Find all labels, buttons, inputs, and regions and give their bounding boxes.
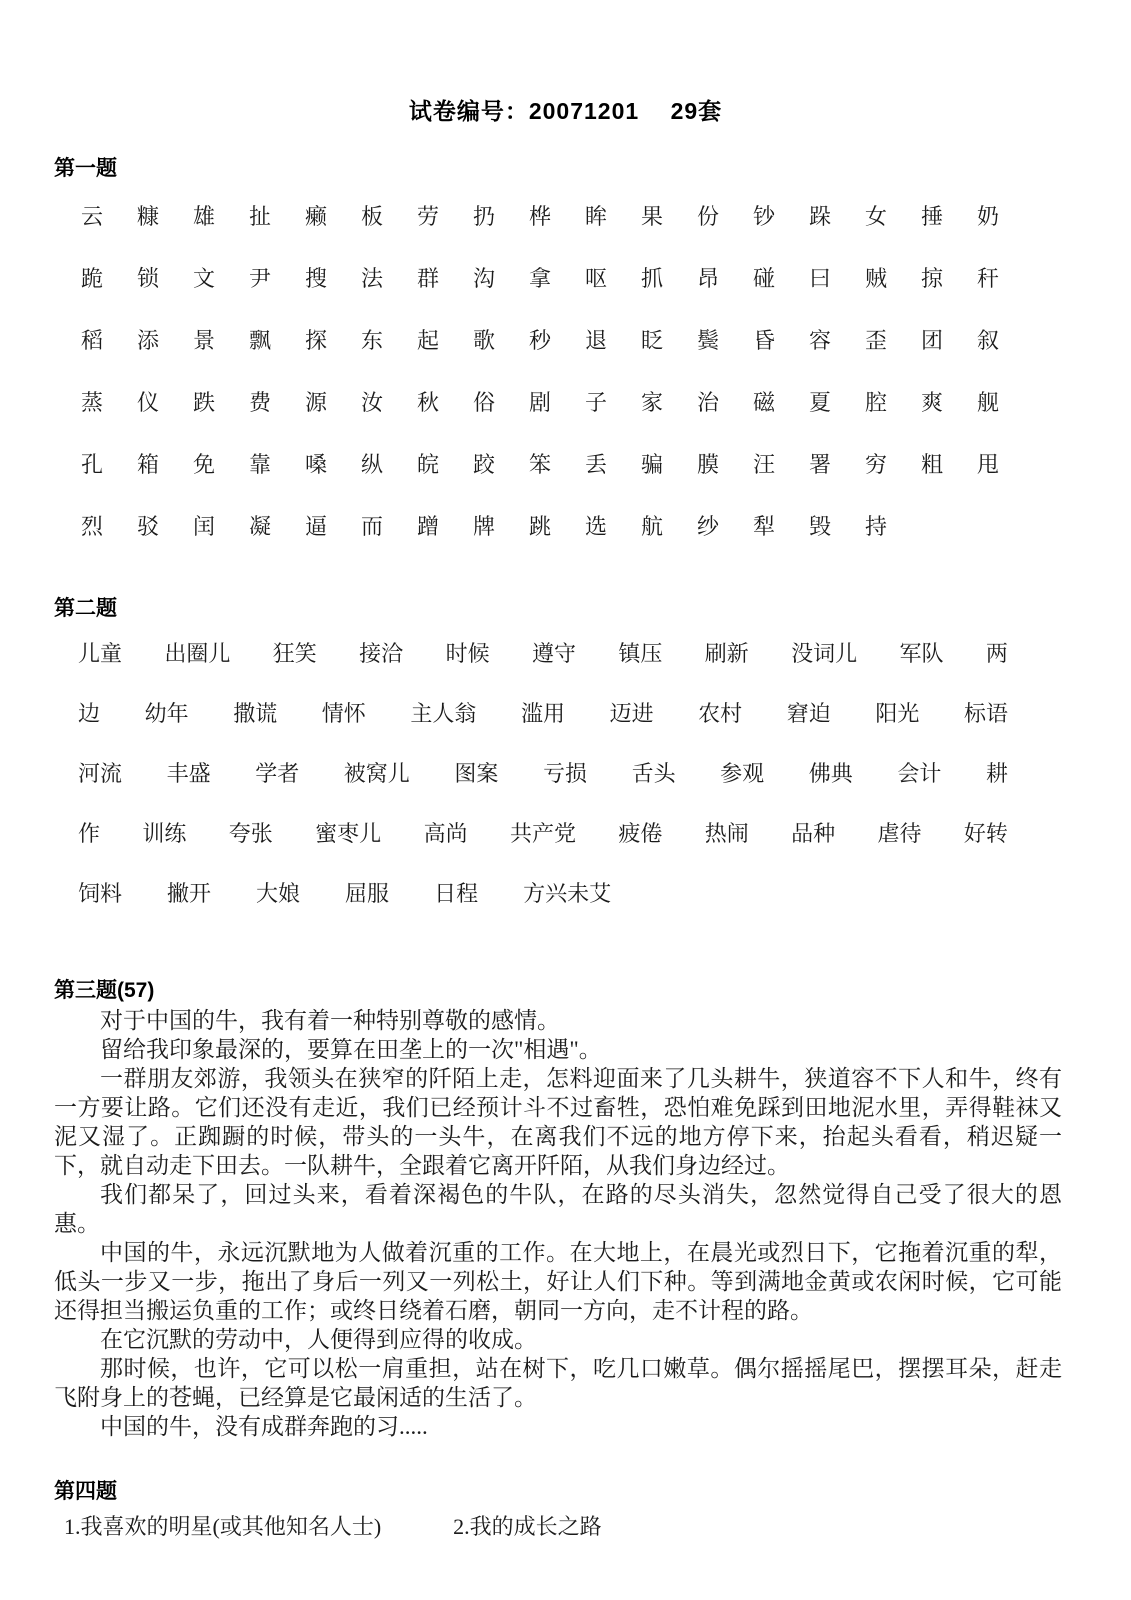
character-cell: 膜 <box>696 451 719 477</box>
character-cell: 曰 <box>808 265 831 291</box>
character-cell: 笨 <box>528 451 551 477</box>
word-cell: 时候 <box>445 640 490 666</box>
word-cell: 热闹 <box>704 820 749 846</box>
character-cell: 署 <box>808 451 831 477</box>
character-cell: 源 <box>304 389 327 415</box>
character-cell: 飘 <box>248 327 271 353</box>
character-cell: 云 <box>80 203 103 229</box>
character-cell: 舰 <box>976 389 999 415</box>
character-cell: 尹 <box>248 265 271 291</box>
word-cell: 大娘 <box>256 880 301 906</box>
character-cell: 贼 <box>864 265 887 291</box>
character-cell: 而 <box>360 513 383 539</box>
character-row <box>64 308 1131 370</box>
character-cell: 退 <box>584 327 607 353</box>
character-cell: 粗 <box>920 451 943 477</box>
character-cell: 甩 <box>976 451 999 477</box>
character-cell: 搜 <box>304 265 327 291</box>
character-cell: 犁 <box>752 513 775 539</box>
character-cell: 靠 <box>248 451 271 477</box>
word-cell: 滥用 <box>520 700 565 726</box>
passage-paragraph: 在它沉默的劳动中，人便得到应得的收成。 <box>100 1327 537 1352</box>
character-cell: 夏 <box>808 389 831 415</box>
character-cell: 群 <box>416 265 439 291</box>
character-cell: 文 <box>192 265 215 291</box>
character-cell: 俗 <box>472 389 495 415</box>
word-cell: 图案 <box>454 760 499 786</box>
character-cell: 跌 <box>192 389 215 415</box>
word-cell: 出圈儿 <box>164 640 231 666</box>
word-cell: 亏损 <box>542 760 587 786</box>
character-cell: 容 <box>808 327 831 353</box>
character-cell: 子 <box>584 389 607 415</box>
character-cell: 团 <box>920 327 943 353</box>
character-cell: 腔 <box>864 389 887 415</box>
character-cell: 汝 <box>360 389 383 415</box>
character-cell: 份 <box>696 203 719 229</box>
character-cell: 皖 <box>416 451 439 477</box>
character-cell: 烈 <box>80 513 103 539</box>
character-cell: 汪 <box>752 451 775 477</box>
word-cell: 学者 <box>255 760 300 786</box>
character-cell: 箱 <box>136 451 159 477</box>
character-cell: 剧 <box>528 389 551 415</box>
word-cell: 迈进 <box>609 700 654 726</box>
word-cell: 佛典 <box>808 760 853 786</box>
word-cell: 撇开 <box>167 880 212 906</box>
word-cell: 舌头 <box>631 760 676 786</box>
character-cell: 嗓 <box>304 451 327 477</box>
character-cell: 昏 <box>752 327 775 353</box>
word-cell: 夸张 <box>228 820 273 846</box>
character-cell: 跪 <box>80 265 103 291</box>
word-cell: 情怀 <box>321 700 366 726</box>
word-cell: 高尚 <box>423 820 468 846</box>
section3-passage <box>54 1006 1062 1441</box>
character-cell: 驳 <box>136 513 159 539</box>
word-cell: 撒谎 <box>233 700 278 726</box>
character-cell: 纱 <box>696 513 719 539</box>
word-cell: 刷新 <box>704 640 749 666</box>
word-cell: 窘迫 <box>786 700 831 726</box>
word-cell: 训练 <box>142 820 187 846</box>
word-cell: 共产党 <box>509 820 576 846</box>
word-cell: 丰盛 <box>166 760 211 786</box>
character-cell: 蹭 <box>416 513 439 539</box>
passage-paragraph: 中国的牛，永远沉默地为人做着沉重的工作。在大地上，在晨光或烈日下，它拖着沉重的犁，低头一步又一步，拖出了身后一列又一列松土，好让人们下种。等到满地金黄或农闲时候，它可能还得担当搬运负重的工作；或终日绕着石磨，朝同一方向，走不计程的路。 <box>54 1240 1062 1323</box>
word-cell: 日程 <box>434 880 479 906</box>
character-cell: 叙 <box>976 327 999 353</box>
character-cell: 糠 <box>136 203 159 229</box>
character-cell: 景 <box>192 327 215 353</box>
character-cell: 扯 <box>248 203 271 229</box>
word-cell: 疲倦 <box>618 820 663 846</box>
character-cell: 昂 <box>696 265 719 291</box>
word-cell: 标语 <box>963 700 1008 726</box>
character-cell: 毁 <box>808 513 831 539</box>
character-cell: 歌 <box>472 327 495 353</box>
word-cell: 被窝儿 <box>343 760 410 786</box>
word-cell: 参观 <box>720 760 765 786</box>
word-cell: 会计 <box>897 760 942 786</box>
character-cell: 爽 <box>920 389 943 415</box>
word-cell: 耕 <box>985 760 1008 786</box>
passage-paragraph: 中国的牛，没有成群奔跑的习..... <box>100 1414 428 1439</box>
essay-topic: 2.我的成长之路 <box>453 1514 602 1539</box>
section4-heading: 第四题 <box>54 1480 117 1503</box>
character-cell: 牌 <box>472 513 495 539</box>
character-row <box>64 432 1131 494</box>
section1-character-grid <box>64 184 1131 556</box>
exam-paper-title: 试卷编号：20071201 29套 <box>408 98 723 124</box>
character-cell: 跳 <box>528 513 551 539</box>
character-cell: 眨 <box>640 327 663 353</box>
passage-paragraph: 我们都呆了，回过头来，看着深褐色的牛队，在路的尽头消失，忽然觉得自己受了很大的恩惠。 <box>54 1182 1062 1236</box>
character-cell: 锁 <box>136 265 159 291</box>
word-cell: 镇压 <box>618 640 663 666</box>
word-row <box>78 622 1008 682</box>
character-cell: 捶 <box>920 203 943 229</box>
character-cell: 跤 <box>472 451 495 477</box>
word-cell: 军队 <box>899 640 944 666</box>
section2-heading: 第二题 <box>54 597 117 620</box>
character-cell: 磁 <box>752 389 775 415</box>
character-cell: 航 <box>640 513 663 539</box>
passage-paragraph: 对于中国的牛，我有着一种特别尊敬的感情。 <box>100 1008 560 1033</box>
character-cell: 拿 <box>528 265 551 291</box>
character-cell: 起 <box>416 327 439 353</box>
essay-topic: 1.我喜欢的明星(或其他知名人士) <box>64 1514 382 1539</box>
character-cell: 穷 <box>864 451 887 477</box>
character-cell: 蒸 <box>80 389 103 415</box>
character-cell: 秆 <box>976 265 999 291</box>
character-cell: 秋 <box>416 389 439 415</box>
word-row <box>78 742 1008 802</box>
word-cell: 农村 <box>698 700 743 726</box>
character-cell: 鬓 <box>696 327 719 353</box>
character-cell: 免 <box>192 451 215 477</box>
character-row <box>64 370 1131 432</box>
character-cell: 探 <box>304 327 327 353</box>
section2-word-grid <box>78 622 1131 922</box>
word-cell: 阳光 <box>875 700 920 726</box>
character-cell: 跺 <box>808 203 831 229</box>
character-cell: 骗 <box>640 451 663 477</box>
character-cell: 持 <box>864 513 887 539</box>
section3-heading: 第三题(57) <box>54 979 155 1002</box>
word-cell: 作 <box>78 820 101 846</box>
word-cell: 虐待 <box>877 820 922 846</box>
character-cell: 东 <box>360 327 383 353</box>
character-cell: 孔 <box>80 451 103 477</box>
character-cell: 癞 <box>304 203 327 229</box>
word-cell: 遵守 <box>531 640 576 666</box>
character-cell: 家 <box>640 389 663 415</box>
word-cell: 好转 <box>963 820 1008 846</box>
passage-paragraph: 一群朋友郊游，我领头在狭窄的阡陌上走，怎料迎面来了几头耕牛，狭道容不下人和牛，终有一方要让路。它们还没有走近，我们已经预计斗不过畜牲，恐怕难免踩到田地泥水里，弄得鞋袜又泥又湿了。正踟蹰的时候，带头的一头牛，在离我们不远的地方停下来，抬起头看看，稍迟疑一下，就自动走下田去。一队耕牛，全跟着它离开阡陌，从我们身边经过。 <box>54 1066 1062 1178</box>
word-cell: 接洽 <box>359 640 404 666</box>
character-cell: 添 <box>136 327 159 353</box>
character-cell: 碰 <box>752 265 775 291</box>
character-cell: 逼 <box>304 513 327 539</box>
character-cell: 纵 <box>360 451 383 477</box>
character-cell: 秒 <box>528 327 551 353</box>
character-row <box>64 246 1131 308</box>
word-cell: 河流 <box>78 760 123 786</box>
character-row <box>64 494 1131 556</box>
passage-paragraph: 留给我印象最深的，要算在田垄上的一次"相遇"。 <box>100 1037 602 1062</box>
character-cell: 劳 <box>416 203 439 229</box>
character-cell: 桦 <box>528 203 551 229</box>
character-cell: 果 <box>640 203 663 229</box>
section1-heading: 第一题 <box>54 157 117 180</box>
word-cell: 狂笑 <box>272 640 317 666</box>
character-cell: 丢 <box>584 451 607 477</box>
character-row <box>64 184 1131 246</box>
character-cell: 稻 <box>80 327 103 353</box>
character-cell: 眸 <box>584 203 607 229</box>
word-row <box>78 802 1008 862</box>
character-cell: 呕 <box>584 265 607 291</box>
character-cell: 扔 <box>472 203 495 229</box>
character-cell: 钞 <box>752 203 775 229</box>
character-cell: 仪 <box>136 389 159 415</box>
word-cell: 方兴未艾 <box>523 880 612 906</box>
character-cell: 掠 <box>920 265 943 291</box>
word-cell: 主人翁 <box>410 700 477 726</box>
character-cell: 雄 <box>192 203 215 229</box>
character-cell: 闰 <box>192 513 215 539</box>
word-cell: 没词儿 <box>791 640 858 666</box>
passage-paragraph: 那时候，也许，它可以松一肩重担，站在树下，吃几口嫩草。偶尔摇摇尾巴，摆摆耳朵，赶走飞附身上的苍蝇，已经算是它最闲适的生活了。 <box>54 1356 1062 1410</box>
word-row <box>78 682 1008 742</box>
section4-topics <box>64 1513 1131 1541</box>
character-cell: 沟 <box>472 265 495 291</box>
character-cell: 法 <box>360 265 383 291</box>
word-cell: 品种 <box>791 820 836 846</box>
character-cell: 费 <box>248 389 271 415</box>
word-cell: 儿童 <box>78 640 123 666</box>
character-cell: 凝 <box>248 513 271 539</box>
character-cell: 歪 <box>864 327 887 353</box>
character-cell: 抓 <box>640 265 663 291</box>
word-cell: 两 <box>985 640 1008 666</box>
character-cell: 板 <box>360 203 383 229</box>
character-cell: 奶 <box>976 203 999 229</box>
word-cell: 幼年 <box>144 700 189 726</box>
word-cell: 饲料 <box>78 880 123 906</box>
word-row <box>78 862 1008 922</box>
character-cell: 治 <box>696 389 719 415</box>
word-cell: 边 <box>78 700 101 726</box>
character-cell: 女 <box>864 203 887 229</box>
word-cell: 蜜枣儿 <box>315 820 382 846</box>
character-cell: 选 <box>584 513 607 539</box>
word-cell: 屈服 <box>345 880 390 906</box>
